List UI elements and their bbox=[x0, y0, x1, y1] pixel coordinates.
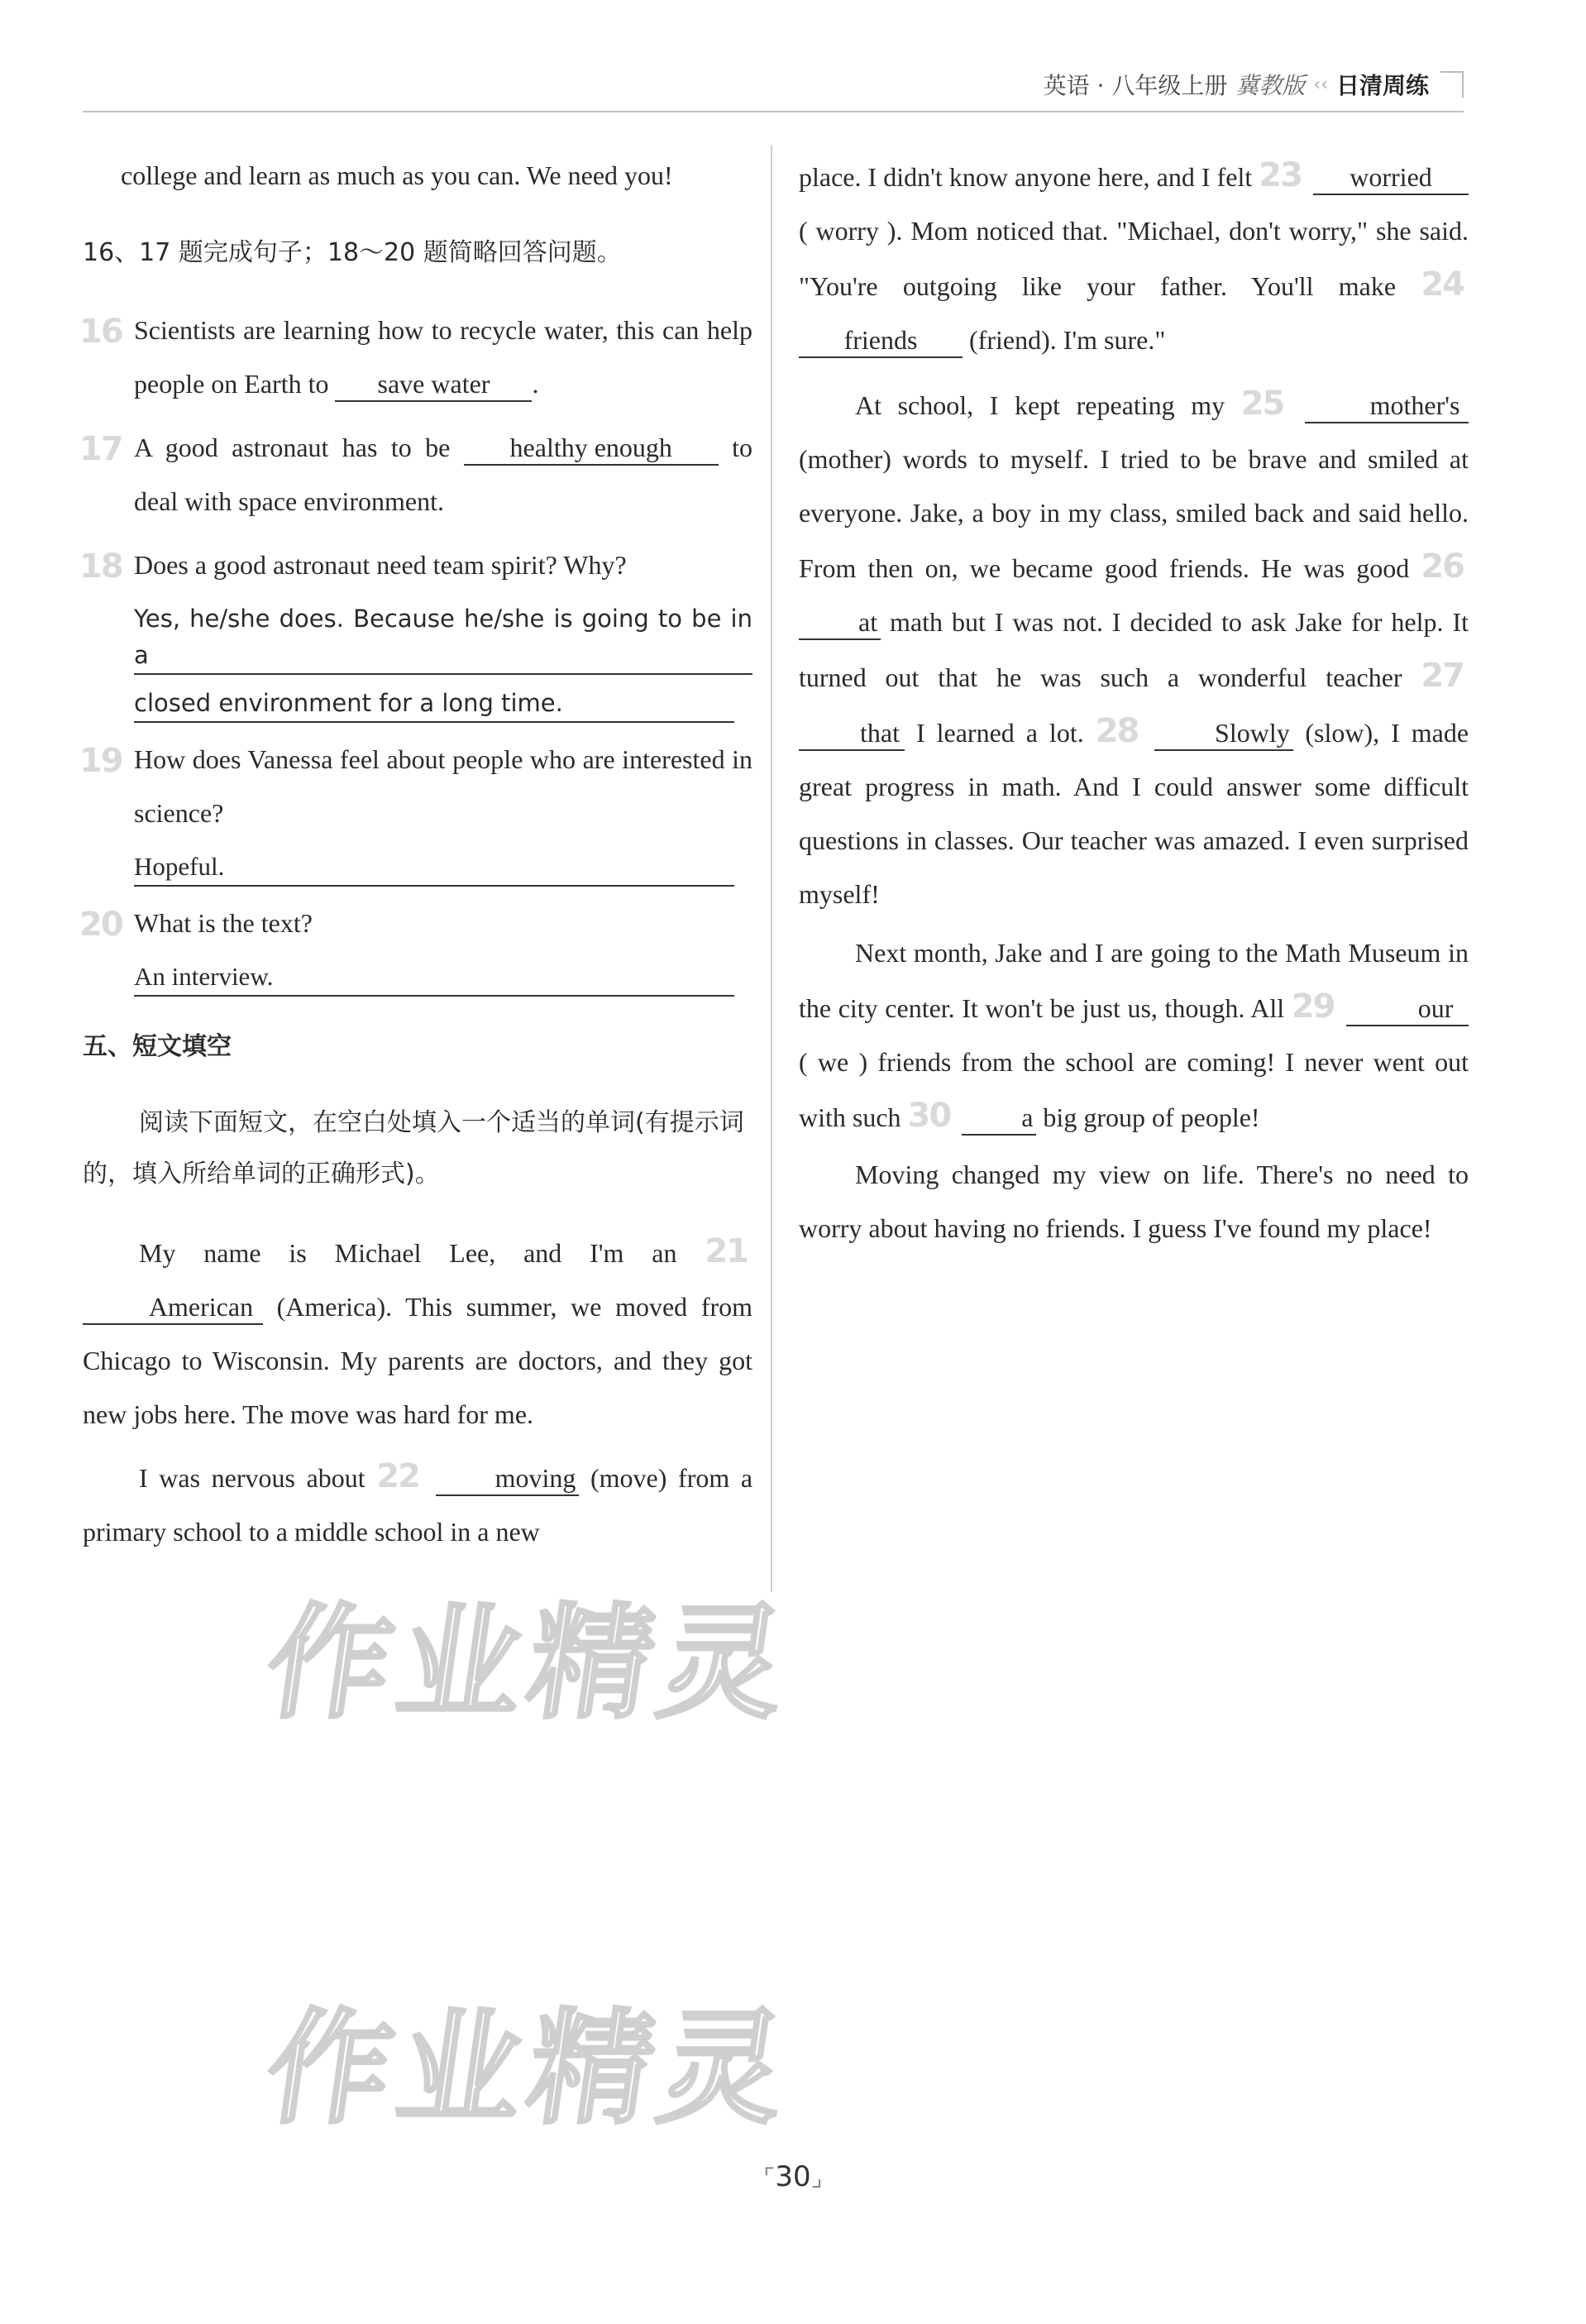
passage-paragraph-5: Moving changed my view on life. There's no need to worry about having no friends. I guess I've found my place! bbox=[799, 1160, 1469, 1243]
passage-paragraph-2-cont bbox=[799, 149, 1469, 367]
page-header bbox=[1044, 68, 1464, 101]
question-number: 17 bbox=[79, 430, 122, 468]
passage-paragraph-4 bbox=[799, 926, 1469, 1145]
section-title: 五、短文填空 bbox=[83, 1032, 232, 1061]
answer-line[interactable]: An interview. bbox=[134, 959, 734, 997]
question-number: 18 bbox=[79, 548, 122, 586]
passage-text: math but I was not. I decided to ask Jake for help. It turned out that he was such a wonderful teacher bbox=[799, 607, 1469, 692]
hint-word: (move) bbox=[590, 1463, 667, 1493]
answer-blank[interactable]: friends bbox=[799, 323, 963, 358]
passage-text: Next month, Jake and I are going to the Math Museum in the city center. It won't be just us, though. All bbox=[799, 938, 1469, 1023]
hint-word: (friend). I'm sure." bbox=[969, 325, 1166, 355]
question-17 bbox=[79, 421, 753, 528]
passage-text: friends from the school are coming! I never went out with such bbox=[799, 1047, 1469, 1132]
double-chevron-left-icon: ‹‹ bbox=[1313, 74, 1328, 95]
question-20 bbox=[79, 897, 752, 997]
header-rule bbox=[83, 111, 1464, 112]
answer-blank[interactable]: healthy enough bbox=[464, 431, 719, 466]
hint-word: (slow), bbox=[1305, 718, 1380, 748]
column-divider bbox=[771, 145, 772, 1592]
question-text: What is the text? bbox=[134, 908, 313, 938]
passage-text: from a primary school to a middle school in a new bbox=[83, 1463, 753, 1547]
blank-number: 29 bbox=[1291, 987, 1335, 1026]
answer-blank[interactable]: a bbox=[962, 1101, 1036, 1136]
header-subject: 英语 · 八年级上册 bbox=[1043, 72, 1228, 99]
question-text: Scientists are learning how to recycle water, this can help people on Earth to bbox=[134, 315, 752, 399]
answer-blank[interactable]: at bbox=[799, 605, 881, 640]
passage-paragraph-1 bbox=[83, 1225, 752, 1442]
answer-blank[interactable]: moving bbox=[436, 1461, 580, 1496]
question-text: How does Vanessa feel about people who are interested in science? bbox=[134, 744, 752, 828]
answer-line[interactable]: closed environment for a long time. bbox=[134, 685, 734, 723]
question-number: 16 bbox=[79, 313, 122, 351]
blank-number: 24 bbox=[1421, 265, 1464, 304]
passage-text: place. I didn't know anyone here, and I felt bbox=[799, 162, 1253, 192]
passage-text: big group of people! bbox=[1043, 1102, 1260, 1132]
answer-blank[interactable]: American bbox=[83, 1290, 263, 1325]
hint-word: ( we ) bbox=[799, 1047, 868, 1077]
passage-text: I learned a lot. bbox=[915, 718, 1084, 748]
blank-number: 23 bbox=[1259, 156, 1302, 194]
question-text: Does a good astronaut need team spirit? Why? bbox=[134, 550, 627, 580]
blank-number: 30 bbox=[907, 1097, 951, 1135]
answer-blank[interactable]: save water bbox=[335, 367, 532, 402]
question-19 bbox=[79, 733, 752, 887]
answer-blank[interactable]: our bbox=[1346, 992, 1469, 1026]
watermark: 作业精灵 bbox=[257, 1997, 801, 2141]
question-number: 20 bbox=[79, 906, 122, 944]
passage-text: Mom noticed that. "Michael, don't worry," she said. "You're outgoing like your father. You'll make bbox=[799, 216, 1469, 301]
answer-blank[interactable]: Slowly bbox=[1154, 716, 1293, 751]
question-number: 19 bbox=[79, 742, 122, 780]
passage-text: I made great progress in math. And I could answer some difficult questions in classes. Our teacher was amazed. I even surprised myself! bbox=[799, 718, 1469, 909]
blank-number: 26 bbox=[1421, 548, 1464, 586]
passage-text: I was nervous about bbox=[139, 1463, 365, 1493]
question-text-end: . bbox=[532, 369, 539, 399]
watermark: 作业精灵 bbox=[257, 1592, 801, 1736]
bracket-close-icon: ⌟ bbox=[810, 2164, 823, 2192]
page-number bbox=[0, 2160, 1586, 2193]
blank-number: 22 bbox=[376, 1457, 419, 1495]
header-brand: 日清周练 bbox=[1335, 72, 1429, 99]
hint-word: ( worry ). bbox=[799, 216, 903, 246]
question-text: A good astronaut has to be bbox=[134, 433, 451, 462]
passage-text: At school, I kept repeating my bbox=[855, 390, 1225, 420]
passage-paragraph-3 bbox=[799, 377, 1469, 921]
passage-paragraph-2 bbox=[83, 1450, 752, 1559]
passage-text: My name is Michael Lee, and I'm an bbox=[139, 1238, 677, 1268]
hint-word: (America). bbox=[276, 1292, 393, 1322]
blank-number: 21 bbox=[705, 1232, 748, 1270]
question-text-end: to deal with space environment. bbox=[134, 433, 753, 516]
hint-word: (mother) bbox=[799, 444, 891, 474]
blank-number: 27 bbox=[1421, 657, 1464, 695]
page-number-text: 30 bbox=[775, 2160, 811, 2193]
answer-blank[interactable]: mother's bbox=[1305, 389, 1469, 423]
corner-bracket-icon bbox=[1440, 71, 1464, 98]
right-column bbox=[799, 149, 1469, 1255]
question-16 bbox=[79, 304, 752, 411]
instruction-16-20: 16、17 题完成句子；18～20 题简略回答问题。 bbox=[83, 238, 622, 267]
passage-tail: college and learn as much as you can. We need you! bbox=[121, 160, 673, 190]
passage-text: This summer, we moved from Chicago to Wisconsin. My parents are doctors, and they got new jobs here. The move was hard for me. bbox=[83, 1292, 753, 1429]
blank-number: 28 bbox=[1095, 712, 1139, 750]
left-column bbox=[79, 149, 753, 1559]
header-edition: 冀教版 bbox=[1235, 72, 1306, 99]
answer-blank[interactable]: that bbox=[799, 716, 905, 751]
passage-text: words to myself. I tried to be brave and smiled at everyone. Jake, a boy in my class, smiled back and said hello. From then on, we became good friends. He was good bbox=[799, 444, 1469, 583]
answer-line[interactable]: Hopeful. bbox=[134, 849, 734, 887]
question-18 bbox=[79, 538, 752, 723]
answer-line[interactable]: Yes, he/she does. Because he/she is going to be in a bbox=[134, 600, 752, 675]
section-instruction: 阅读下面短文，在空白处填入一个适当的单词(有提示词的，填入所给单词的正确形式)。 bbox=[83, 1108, 744, 1188]
blank-number: 25 bbox=[1240, 385, 1284, 423]
answer-blank[interactable]: worried bbox=[1313, 160, 1469, 195]
bracket-open-icon: ⌜ bbox=[763, 2164, 776, 2192]
